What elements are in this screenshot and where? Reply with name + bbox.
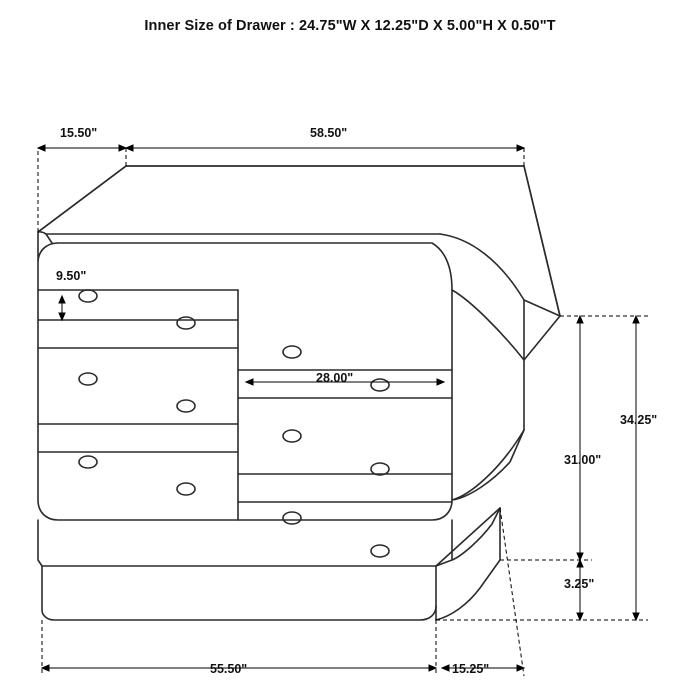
dimension-drawer-width: 28.00"	[316, 371, 354, 385]
dimension-cabinet-height: 31.00"	[564, 453, 602, 467]
dimension-depth-top: 15.50"	[60, 126, 98, 140]
page-title: Inner Size of Drawer : 24.75"W X 12.25"D X 5.00"H X 0.50"T	[144, 18, 556, 34]
dimension-base-height: 3.25"	[564, 577, 595, 591]
dimension-drawer-height: 9.50"	[56, 269, 87, 283]
dimension-width-top: 58.50"	[310, 126, 348, 140]
dimension-base-width: 55.50"	[210, 662, 248, 676]
dimension-total-height: 34.25"	[620, 413, 658, 427]
dimension-base-depth: 15.25"	[452, 662, 490, 676]
